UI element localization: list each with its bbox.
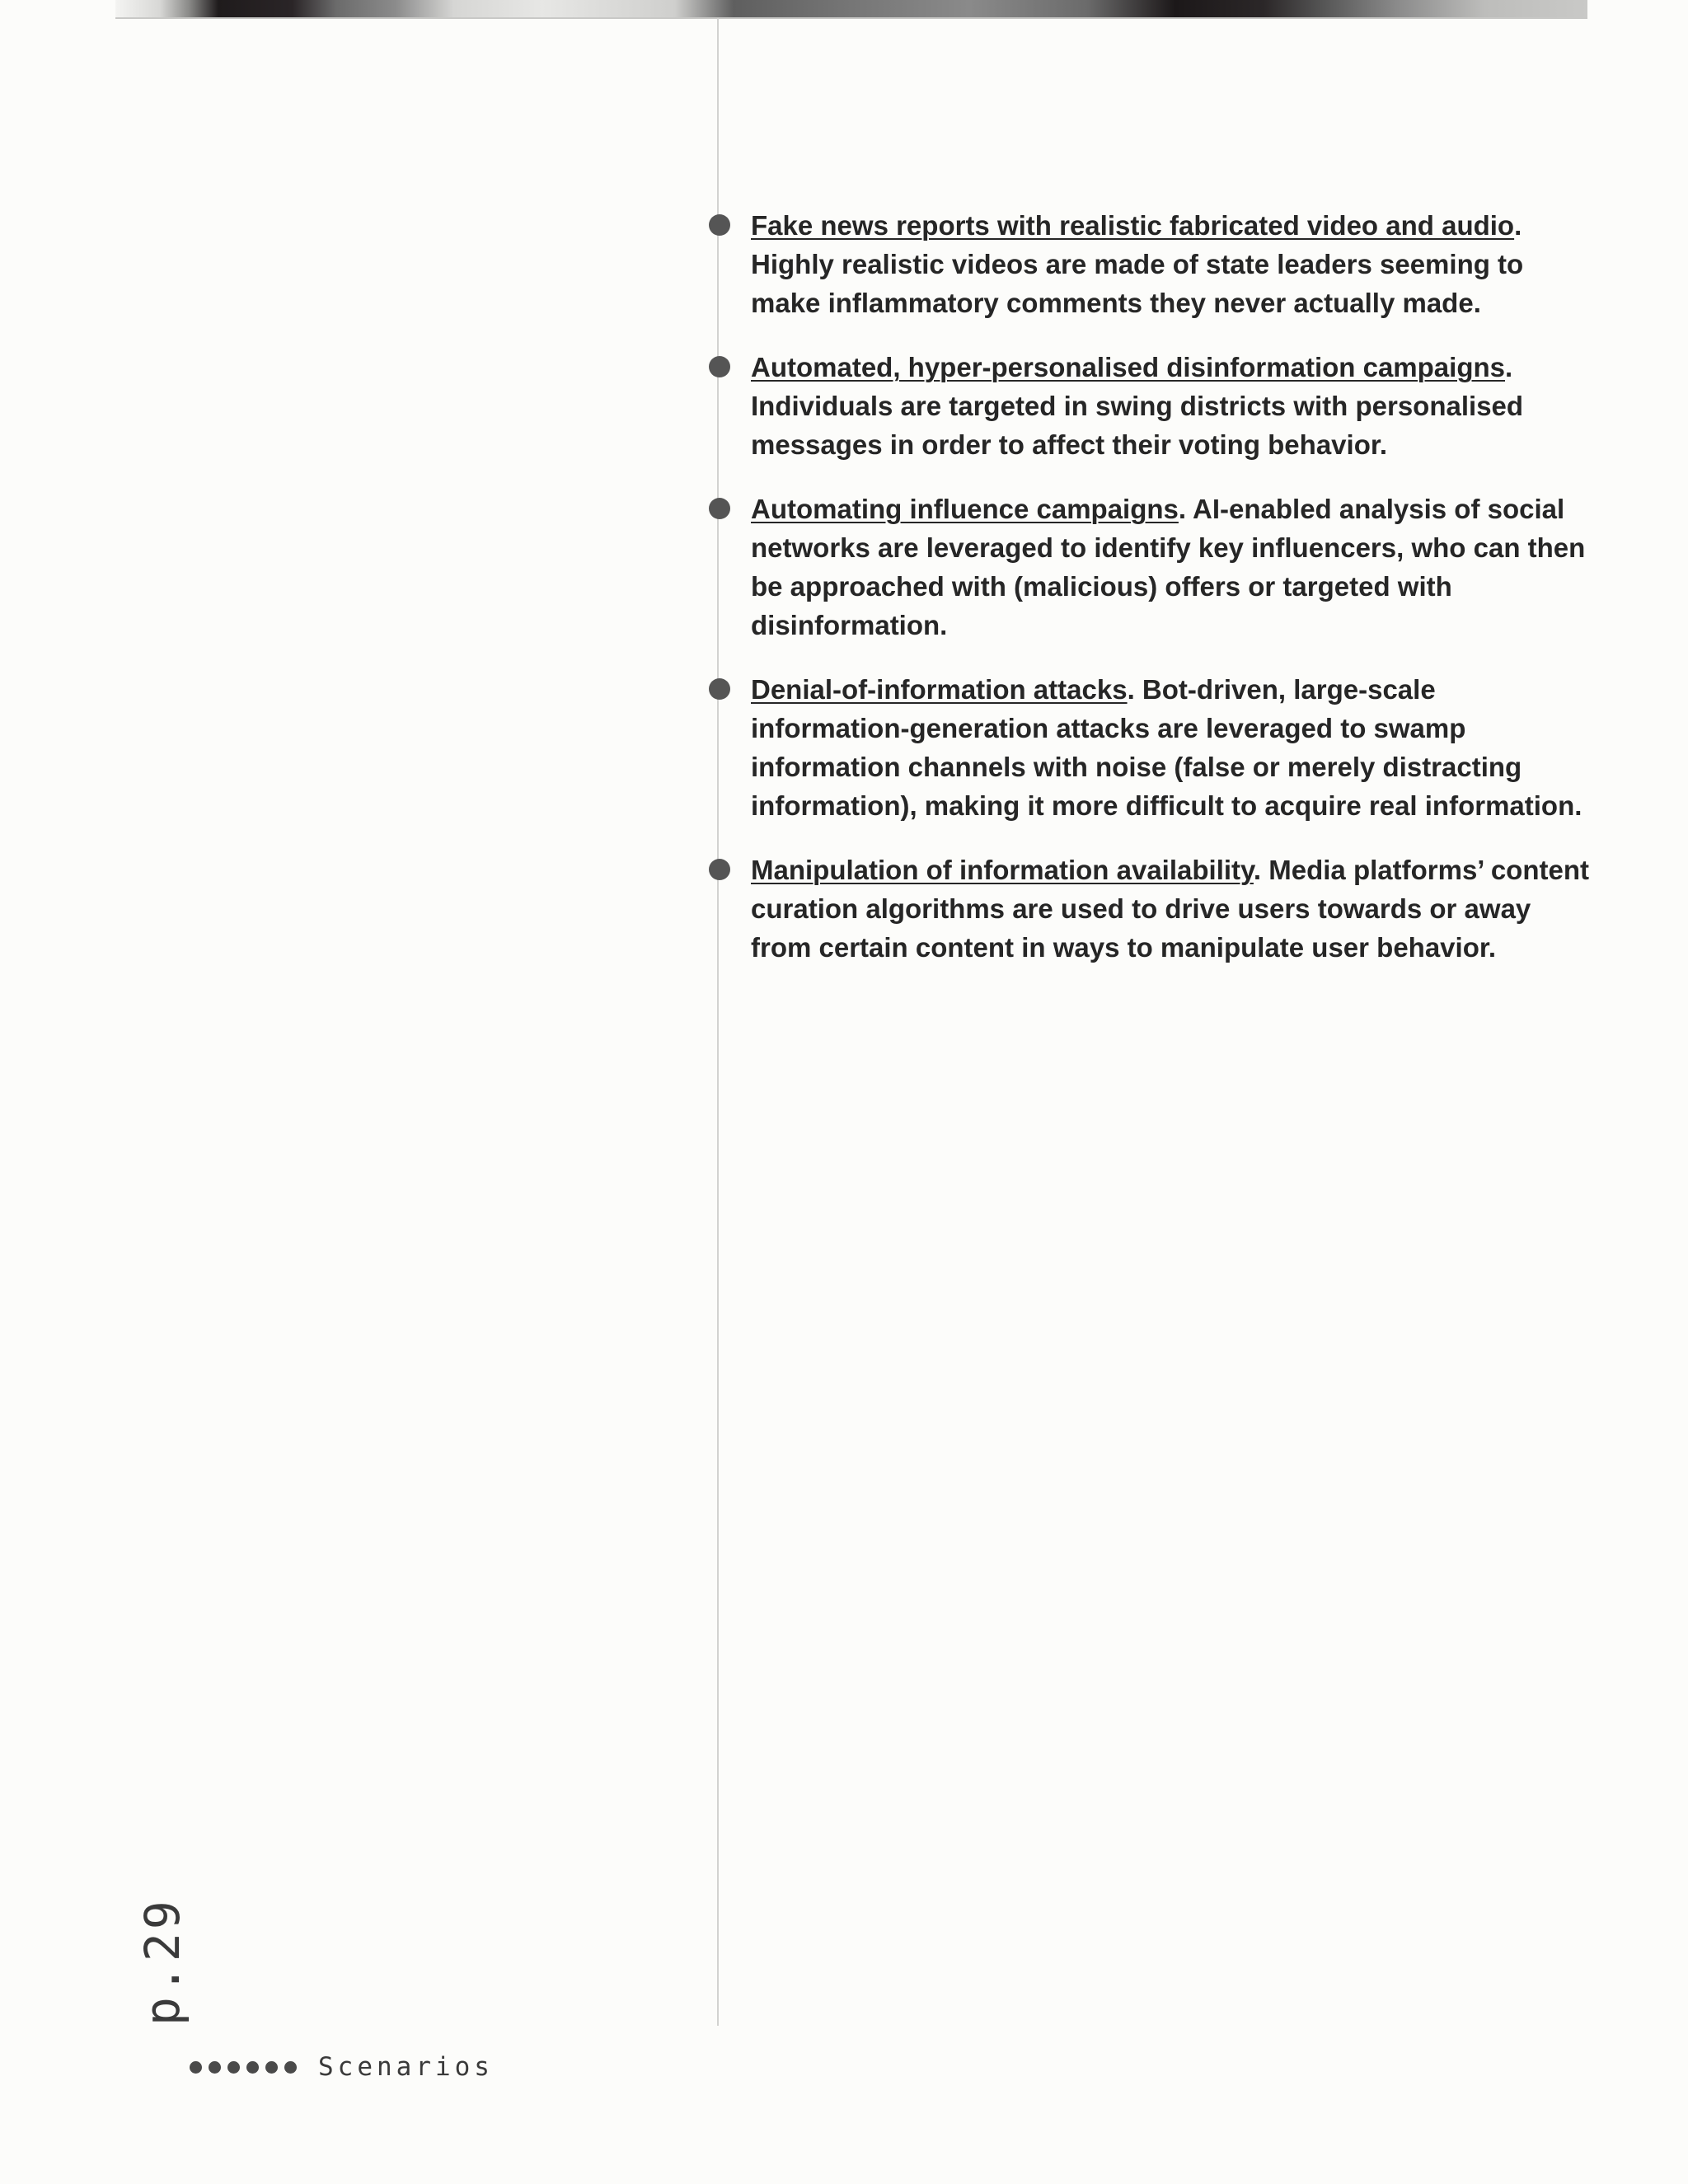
bullet-heading: Manipulation of information availability [751, 855, 1254, 885]
footer-dot-icon [190, 2061, 202, 2074]
list-item [709, 348, 1591, 464]
list-item [709, 206, 1591, 322]
section-footer [190, 2052, 494, 2082]
list-item [709, 670, 1591, 825]
bullet-dot-icon [709, 356, 730, 377]
page-number: p.29 [134, 1897, 190, 2026]
footer-dots-icon [190, 2061, 297, 2074]
list-item [709, 851, 1591, 967]
bullet-heading: Automated, hyper-personalised disinformation campaigns [751, 352, 1505, 382]
bullet-heading: Automating influence campaigns [751, 494, 1179, 524]
bullet-body: . Media platforms’ content curation algorithms are used to drive users towards or away from certain content in ways to manipulate user behavior. [751, 855, 1589, 963]
bullet-dot-icon [709, 678, 730, 700]
bullet-body: . Bot-driven, large-scale information-generation attacks are leveraged to swamp information channels with noise (false or merely distracting information), making it more difficult to acquire real information. [751, 674, 1582, 821]
section-label: Scenarios [318, 2052, 494, 2082]
bullet-heading: Fake news reports with realistic fabricated video and audio [751, 210, 1515, 241]
header-image-band [115, 0, 1587, 18]
footer-dot-icon [246, 2061, 259, 2074]
bullet-body: . AI-enabled analysis of social networks are leveraged to identify key influencers, who can then be approached with (malicious) offers or targeted with disinformation. [751, 494, 1586, 640]
bullet-body: . Highly realistic videos are made of state leaders seeming to make inflammatory comments they never actually made. [751, 210, 1524, 318]
footer-dot-icon [227, 2061, 240, 2074]
bullet-dot-icon [709, 214, 730, 236]
footer-dot-icon [265, 2061, 278, 2074]
bullet-dot-icon [709, 859, 730, 880]
header-rule [115, 17, 1587, 19]
footer-dot-icon [284, 2061, 297, 2074]
bullet-heading: Denial-of-information attacks [751, 674, 1128, 705]
scenario-bullet-list [709, 206, 1591, 992]
footer-dot-icon [209, 2061, 221, 2074]
bullet-body: . Individuals are targeted in swing districts with personalised messages in order to affect their voting behavior. [751, 352, 1524, 460]
bullet-dot-icon [709, 498, 730, 519]
list-item [709, 490, 1591, 644]
